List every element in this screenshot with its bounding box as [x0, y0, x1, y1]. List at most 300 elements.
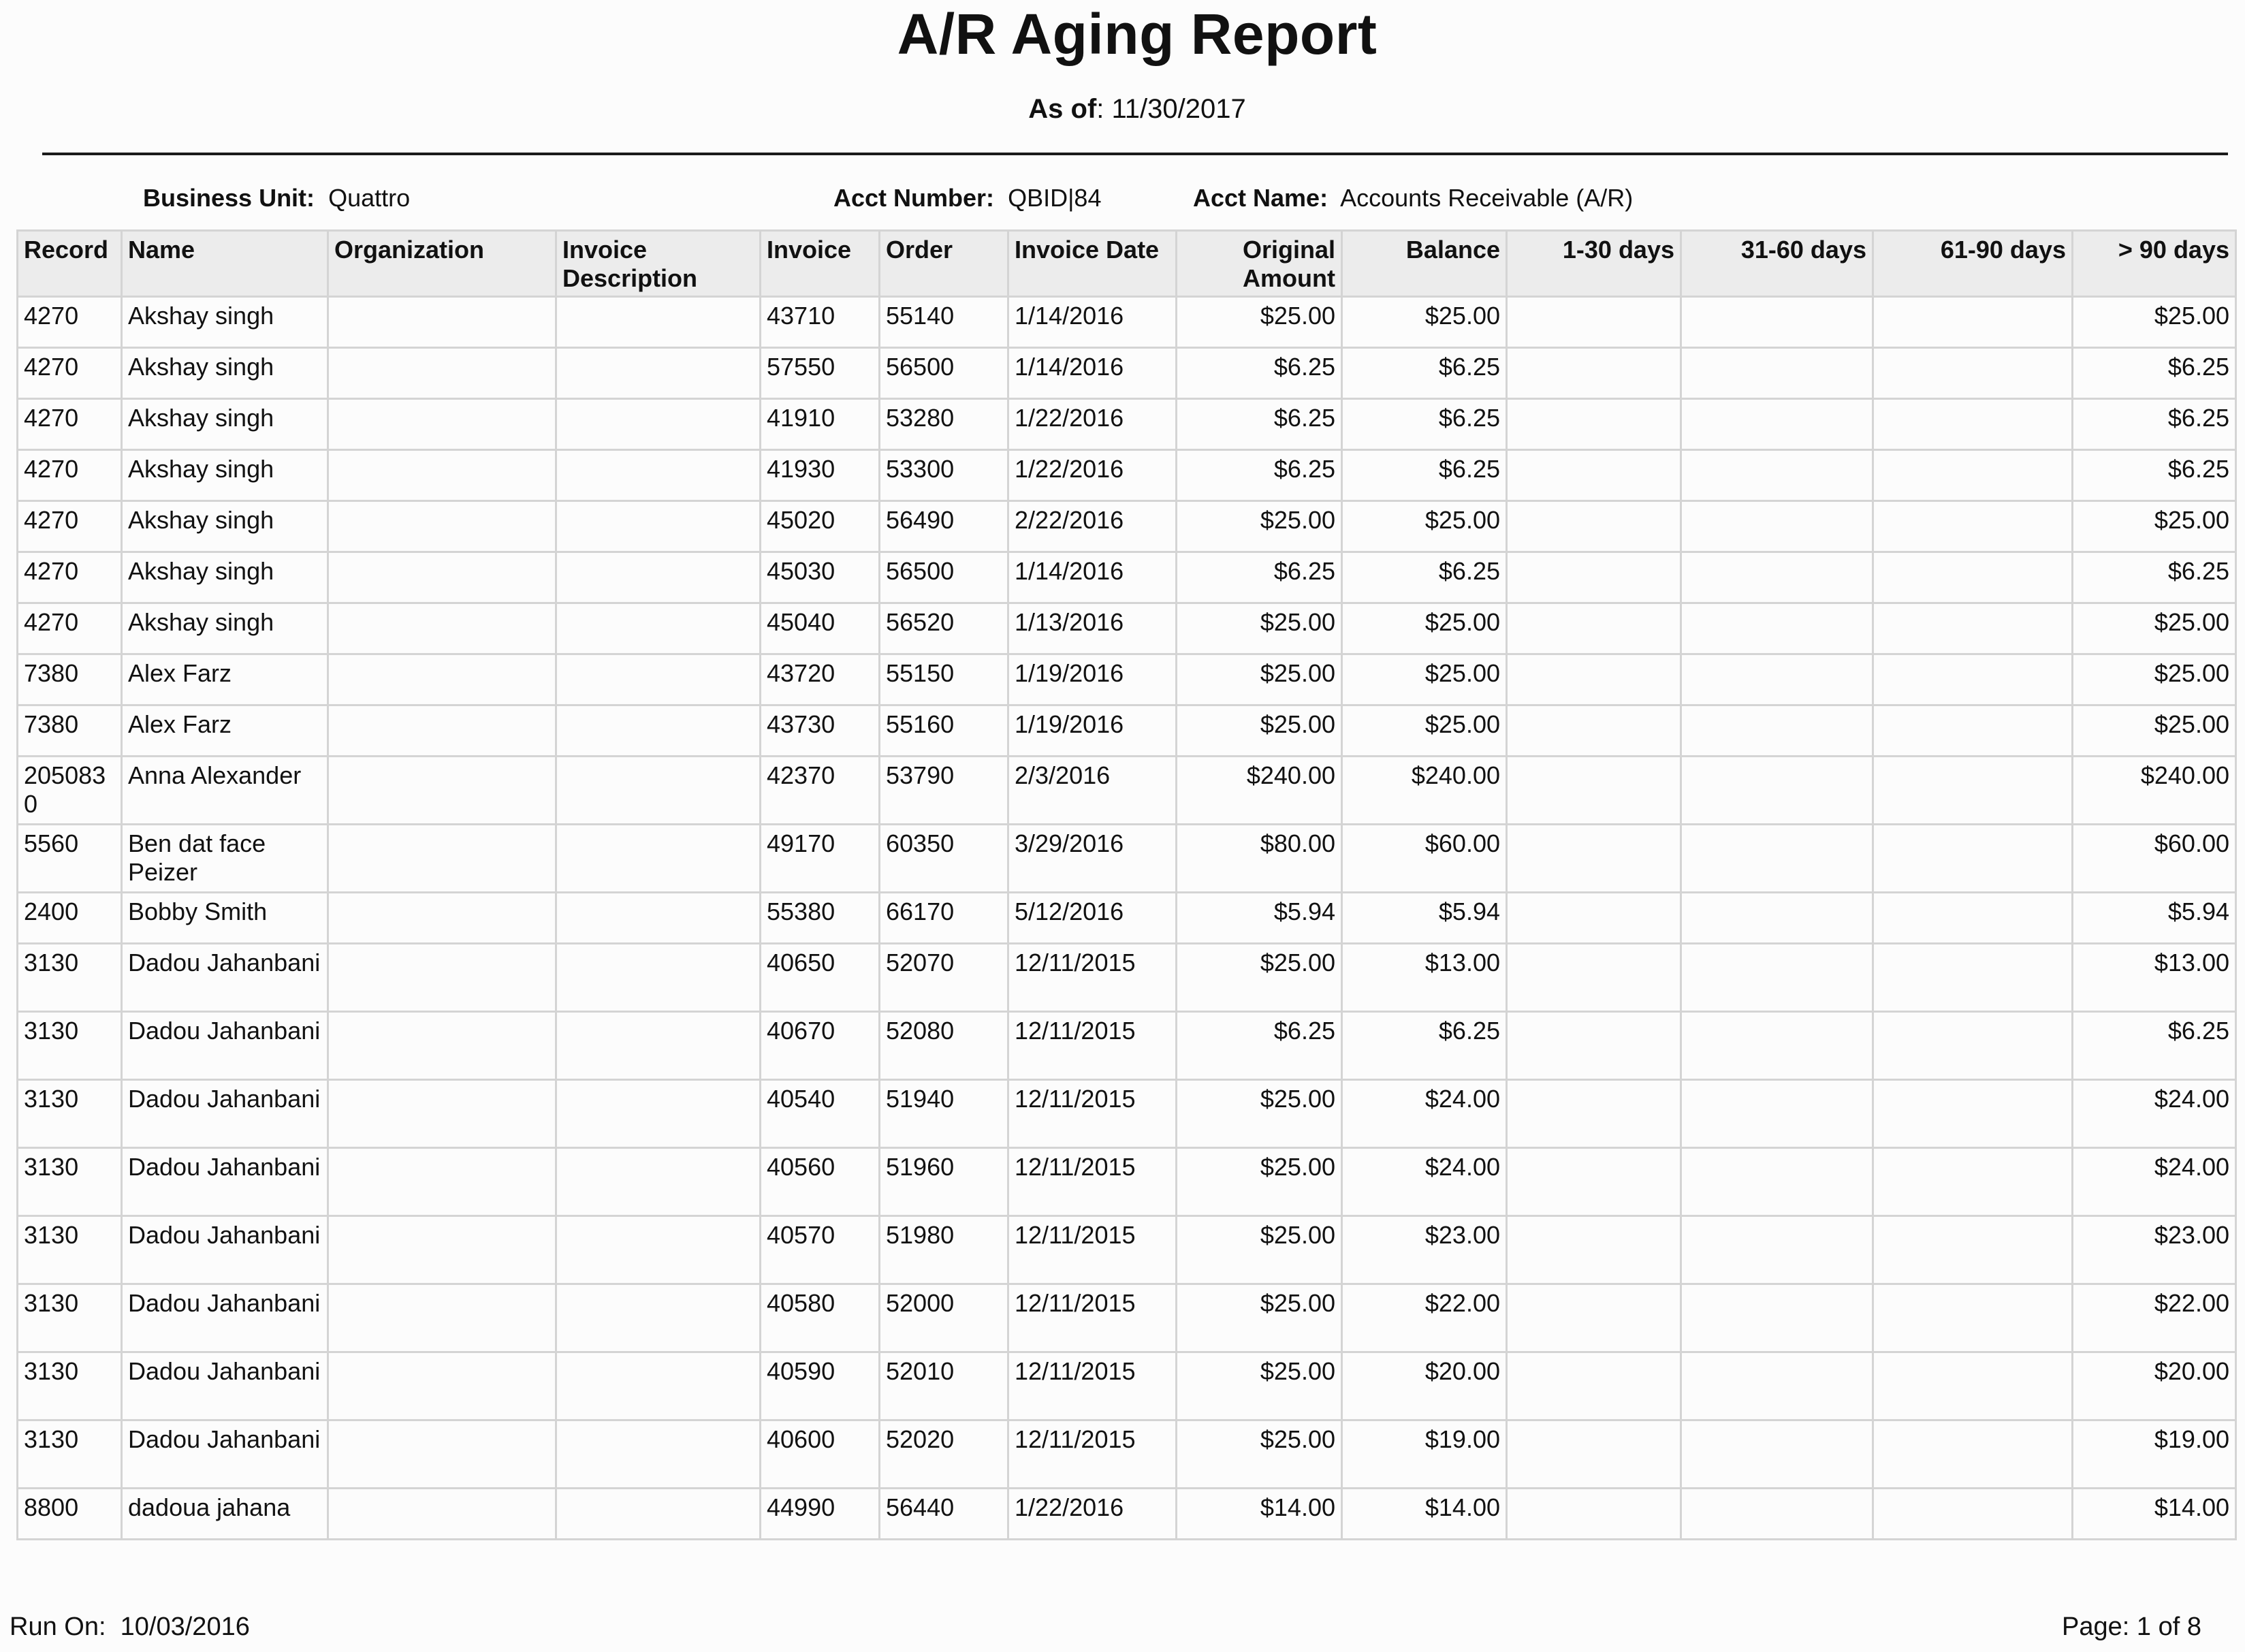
table-row [18, 348, 2236, 399]
days-31-60-cell [1681, 825, 1873, 893]
invoice-cell: 40570 [761, 1216, 880, 1284]
original-amount-cell: $6.25 [1177, 348, 1342, 399]
balance-cell: $6.25 [1342, 1012, 1507, 1080]
invoice-cell: 40580 [761, 1284, 880, 1352]
balance-cell: $6.25 [1342, 450, 1507, 501]
original-amount-cell: $25.00 [1177, 944, 1342, 1012]
days-1-30-cell [1507, 603, 1681, 654]
balance-cell: $24.00 [1342, 1080, 1507, 1148]
invoice-description-cell [556, 1148, 761, 1216]
days-31-60-cell [1681, 944, 1873, 1012]
balance-cell: $20.00 [1342, 1352, 1507, 1420]
days-31-60-cell [1681, 552, 1873, 603]
balance-cell: $14.00 [1342, 1489, 1507, 1540]
invoice-cell: 40560 [761, 1148, 880, 1216]
acct-number-label: Acct Number: [833, 184, 995, 212]
invoice-description-cell [556, 603, 761, 654]
organization-cell [328, 1352, 556, 1420]
days-over-90-cell: $22.00 [2073, 1284, 2236, 1352]
col-header-organization: Organization [328, 231, 556, 297]
name-cell: Dadou Jahanbani [122, 1284, 328, 1352]
name-cell: Alex Farz [122, 705, 328, 757]
table-row [18, 1420, 2236, 1489]
days-61-90-cell [1873, 944, 2073, 1012]
invoice-cell: 55380 [761, 893, 880, 944]
days-61-90-cell [1873, 1284, 2073, 1352]
order-cell: 52070 [880, 944, 1008, 1012]
run-on-label: Run On: [10, 1613, 106, 1641]
balance-cell: $25.00 [1342, 705, 1507, 757]
invoice-date-cell: 1/22/2016 [1008, 1489, 1177, 1540]
days-61-90-cell [1873, 399, 2073, 450]
order-cell: 52080 [880, 1012, 1008, 1080]
invoice-date-cell: 1/19/2016 [1008, 654, 1177, 705]
as-of-value: : 11/30/2017 [1096, 94, 1246, 124]
invoice-description-cell [556, 757, 761, 825]
record-cell: 4270 [18, 552, 122, 603]
days-1-30-cell [1507, 1080, 1681, 1148]
order-cell: 56440 [880, 1489, 1008, 1540]
invoice-cell: 49170 [761, 825, 880, 893]
table-row [18, 944, 2236, 1012]
days-over-90-cell: $19.00 [2073, 1420, 2236, 1489]
invoice-date-cell: 5/12/2016 [1008, 893, 1177, 944]
organization-cell [328, 348, 556, 399]
record-cell: 3130 [18, 1420, 122, 1489]
record-cell: 4270 [18, 348, 122, 399]
original-amount-cell: $25.00 [1177, 654, 1342, 705]
organization-cell [328, 944, 556, 1012]
invoice-date-cell: 12/11/2015 [1008, 1420, 1177, 1489]
order-cell: 51980 [880, 1216, 1008, 1284]
days-31-60-cell [1681, 893, 1873, 944]
name-cell: Akshay singh [122, 348, 328, 399]
days-1-30-cell [1507, 825, 1681, 893]
organization-cell [328, 654, 556, 705]
aging-table [16, 229, 2237, 1540]
original-amount-cell: $25.00 [1177, 1148, 1342, 1216]
days-1-30-cell [1507, 1489, 1681, 1540]
organization-cell [328, 603, 556, 654]
business-unit [143, 184, 410, 212]
order-cell: 56520 [880, 603, 1008, 654]
order-cell: 66170 [880, 893, 1008, 944]
invoice-date-cell: 1/19/2016 [1008, 705, 1177, 757]
days-61-90-cell [1873, 297, 2073, 348]
acct-name-value: Accounts Receivable (A/R) [1340, 184, 1634, 212]
invoice-cell: 42370 [761, 757, 880, 825]
order-cell: 56500 [880, 552, 1008, 603]
days-31-60-cell [1681, 757, 1873, 825]
col-header-order: Order [880, 231, 1008, 297]
invoice-cell: 57550 [761, 348, 880, 399]
balance-cell: $13.00 [1342, 944, 1507, 1012]
balance-cell: $25.00 [1342, 654, 1507, 705]
record-cell: 3130 [18, 1216, 122, 1284]
balance-cell: $60.00 [1342, 825, 1507, 893]
record-cell: 4270 [18, 501, 122, 552]
days-61-90-cell [1873, 501, 2073, 552]
record-cell: 3130 [18, 1080, 122, 1148]
days-61-90-cell [1873, 1080, 2073, 1148]
original-amount-cell: $25.00 [1177, 1420, 1342, 1489]
name-cell: Akshay singh [122, 501, 328, 552]
balance-cell: $25.00 [1342, 501, 1507, 552]
name-cell: Akshay singh [122, 450, 328, 501]
table-row [18, 552, 2236, 603]
organization-cell [328, 757, 556, 825]
name-cell: Ben dat face Peizer [122, 825, 328, 893]
invoice-date-cell: 12/11/2015 [1008, 944, 1177, 1012]
days-61-90-cell [1873, 450, 2073, 501]
order-cell: 55160 [880, 705, 1008, 757]
organization-cell [328, 1420, 556, 1489]
record-cell: 4270 [18, 450, 122, 501]
days-over-90-cell: $6.25 [2073, 348, 2236, 399]
days-over-90-cell: $14.00 [2073, 1489, 2236, 1540]
invoice-date-cell: 1/14/2016 [1008, 348, 1177, 399]
invoice-cell: 40540 [761, 1080, 880, 1148]
order-cell: 51940 [880, 1080, 1008, 1148]
days-31-60-cell [1681, 348, 1873, 399]
days-over-90-cell: $5.94 [2073, 893, 2236, 944]
days-1-30-cell [1507, 399, 1681, 450]
record-cell: 3130 [18, 1352, 122, 1420]
order-cell: 53300 [880, 450, 1008, 501]
days-over-90-cell: $6.25 [2073, 399, 2236, 450]
col-header-invoice-date: Invoice Date [1008, 231, 1177, 297]
table-row [18, 450, 2236, 501]
name-cell: Dadou Jahanbani [122, 1420, 328, 1489]
record-cell: 2400 [18, 893, 122, 944]
invoice-cell: 43720 [761, 654, 880, 705]
days-61-90-cell [1873, 1148, 2073, 1216]
days-over-90-cell: $240.00 [2073, 757, 2236, 825]
as-of-line [0, 94, 2245, 125]
original-amount-cell: $25.00 [1177, 1352, 1342, 1420]
order-cell: 56500 [880, 348, 1008, 399]
table-row [18, 1012, 2236, 1080]
report-title: A/R Aging Report [897, 2, 1378, 66]
col-header-record: Record [18, 231, 122, 297]
invoice-date-cell: 12/11/2015 [1008, 1148, 1177, 1216]
original-amount-cell: $25.00 [1177, 501, 1342, 552]
days-31-60-cell [1681, 501, 1873, 552]
days-over-90-cell: $25.00 [2073, 705, 2236, 757]
col-header-invoice: Invoice [761, 231, 880, 297]
order-cell: 52010 [880, 1352, 1008, 1420]
table-row [18, 654, 2236, 705]
organization-cell [328, 1148, 556, 1216]
organization-cell [328, 399, 556, 450]
days-61-90-cell [1873, 705, 2073, 757]
business-unit-label: Business Unit: [143, 184, 315, 212]
invoice-cell: 45020 [761, 501, 880, 552]
page-value: 1 of 8 [2136, 1613, 2201, 1641]
record-cell: 3130 [18, 1012, 122, 1080]
balance-cell: $5.94 [1342, 893, 1507, 944]
original-amount-cell: $25.00 [1177, 705, 1342, 757]
days-1-30-cell [1507, 705, 1681, 757]
col-header-balance: Balance [1342, 231, 1507, 297]
days-1-30-cell [1507, 654, 1681, 705]
table-row [18, 501, 2236, 552]
days-1-30-cell [1507, 1352, 1681, 1420]
invoice-description-cell [556, 348, 761, 399]
run-on [10, 1613, 250, 1642]
order-cell: 56490 [880, 501, 1008, 552]
invoice-description-cell [556, 1080, 761, 1148]
name-cell: Akshay singh [122, 603, 328, 654]
table-row [18, 825, 2236, 893]
name-cell: Akshay singh [122, 297, 328, 348]
invoice-cell: 40600 [761, 1420, 880, 1489]
invoice-description-cell [556, 1216, 761, 1284]
order-cell: 55140 [880, 297, 1008, 348]
record-cell: 3130 [18, 944, 122, 1012]
order-cell: 55150 [880, 654, 1008, 705]
name-cell: Dadou Jahanbani [122, 1148, 328, 1216]
table-row [18, 1284, 2236, 1352]
invoice-date-cell: 1/22/2016 [1008, 450, 1177, 501]
balance-cell: $6.25 [1342, 399, 1507, 450]
as-of-label: As of [1028, 94, 1097, 124]
original-amount-cell: $14.00 [1177, 1489, 1342, 1540]
days-61-90-cell [1873, 825, 2073, 893]
name-cell: Anna Alexander [122, 757, 328, 825]
invoice-description-cell [556, 1284, 761, 1352]
name-cell: Dadou Jahanbani [122, 1216, 328, 1284]
name-cell: dadoua jahana [122, 1489, 328, 1540]
invoice-description-cell [556, 501, 761, 552]
record-cell: 5560 [18, 825, 122, 893]
invoice-description-cell [556, 1489, 761, 1540]
table-row [18, 705, 2236, 757]
organization-cell [328, 450, 556, 501]
acct-name [1193, 184, 1633, 212]
invoice-description-cell [556, 552, 761, 603]
acct-name-label: Acct Name: [1193, 184, 1328, 212]
page-label: Page: [2062, 1613, 2130, 1641]
invoice-date-cell: 2/22/2016 [1008, 501, 1177, 552]
invoice-description-cell [556, 825, 761, 893]
days-1-30-cell [1507, 1148, 1681, 1216]
days-over-90-cell: $23.00 [2073, 1216, 2236, 1284]
days-61-90-cell [1873, 1216, 2073, 1284]
col-header-1-30-days: 1-30 days [1507, 231, 1681, 297]
days-1-30-cell [1507, 450, 1681, 501]
invoice-date-cell: 3/29/2016 [1008, 825, 1177, 893]
invoice-description-cell [556, 297, 761, 348]
invoice-description-cell [556, 705, 761, 757]
days-31-60-cell [1681, 654, 1873, 705]
days-over-90-cell: $6.25 [2073, 1012, 2236, 1080]
invoice-date-cell: 1/13/2016 [1008, 603, 1177, 654]
record-cell: 4270 [18, 603, 122, 654]
days-31-60-cell [1681, 1352, 1873, 1420]
invoice-description-cell [556, 893, 761, 944]
days-over-90-cell: $20.00 [2073, 1352, 2236, 1420]
record-cell: 8800 [18, 1489, 122, 1540]
days-over-90-cell: $6.25 [2073, 450, 2236, 501]
original-amount-cell: $6.25 [1177, 399, 1342, 450]
order-cell: 51960 [880, 1148, 1008, 1216]
days-over-90-cell: $25.00 [2073, 603, 2236, 654]
days-61-90-cell [1873, 348, 2073, 399]
days-31-60-cell [1681, 603, 1873, 654]
organization-cell [328, 1012, 556, 1080]
order-cell: 53280 [880, 399, 1008, 450]
organization-cell [328, 1489, 556, 1540]
header-row [18, 231, 2236, 297]
acct-number [833, 184, 1101, 212]
organization-cell [328, 501, 556, 552]
days-1-30-cell [1507, 1284, 1681, 1352]
order-cell: 52020 [880, 1420, 1008, 1489]
days-over-90-cell: $13.00 [2073, 944, 2236, 1012]
table-row [18, 399, 2236, 450]
name-cell: Alex Farz [122, 654, 328, 705]
days-61-90-cell [1873, 893, 2073, 944]
order-cell: 53790 [880, 757, 1008, 825]
name-cell: Dadou Jahanbani [122, 1352, 328, 1420]
invoice-cell: 41930 [761, 450, 880, 501]
balance-cell: $19.00 [1342, 1420, 1507, 1489]
invoice-cell: 40590 [761, 1352, 880, 1420]
invoice-cell: 44990 [761, 1489, 880, 1540]
invoice-description-cell [556, 944, 761, 1012]
organization-cell [328, 825, 556, 893]
organization-cell [328, 552, 556, 603]
invoice-cell: 41910 [761, 399, 880, 450]
days-1-30-cell [1507, 552, 1681, 603]
days-1-30-cell [1507, 1420, 1681, 1489]
table-row [18, 1489, 2236, 1540]
days-1-30-cell [1507, 348, 1681, 399]
days-61-90-cell [1873, 1489, 2073, 1540]
days-1-30-cell [1507, 944, 1681, 1012]
balance-cell: $6.25 [1342, 552, 1507, 603]
col-header-original-amount: Original Amount [1177, 231, 1342, 297]
name-cell: Dadou Jahanbani [122, 944, 328, 1012]
title-divider [42, 153, 2228, 155]
order-cell: 52000 [880, 1284, 1008, 1352]
invoice-date-cell: 12/11/2015 [1008, 1284, 1177, 1352]
invoice-description-cell [556, 654, 761, 705]
order-cell: 60350 [880, 825, 1008, 893]
invoice-description-cell [556, 1420, 761, 1489]
days-31-60-cell [1681, 1420, 1873, 1489]
days-31-60-cell [1681, 450, 1873, 501]
run-on-value: 10/03/2016 [120, 1613, 250, 1641]
table-row [18, 1352, 2236, 1420]
original-amount-cell: $25.00 [1177, 1080, 1342, 1148]
col-header-invoice-description: Invoice Description [556, 231, 761, 297]
record-cell: 3130 [18, 1148, 122, 1216]
days-over-90-cell: $6.25 [2073, 552, 2236, 603]
invoice-date-cell: 1/14/2016 [1008, 552, 1177, 603]
balance-cell: $22.00 [1342, 1284, 1507, 1352]
invoice-date-cell: 1/14/2016 [1008, 297, 1177, 348]
invoice-date-cell: 2/3/2016 [1008, 757, 1177, 825]
invoice-description-cell [556, 1352, 761, 1420]
original-amount-cell: $25.00 [1177, 297, 1342, 348]
days-61-90-cell [1873, 552, 2073, 603]
invoice-cell: 40670 [761, 1012, 880, 1080]
table-row [18, 893, 2236, 944]
balance-cell: $25.00 [1342, 297, 1507, 348]
original-amount-cell: $240.00 [1177, 757, 1342, 825]
days-31-60-cell [1681, 297, 1873, 348]
days-61-90-cell [1873, 1352, 2073, 1420]
invoice-date-cell: 12/11/2015 [1008, 1080, 1177, 1148]
days-1-30-cell [1507, 757, 1681, 825]
invoice-description-cell [556, 450, 761, 501]
name-cell: Akshay singh [122, 399, 328, 450]
name-cell: Bobby Smith [122, 893, 328, 944]
organization-cell [328, 1216, 556, 1284]
page-number [2062, 1613, 2201, 1642]
col-header-61-90-days: 61-90 days [1873, 231, 2073, 297]
days-over-90-cell: $60.00 [2073, 825, 2236, 893]
table-row [18, 757, 2236, 825]
acct-number-value: QBID|84 [1008, 184, 1102, 212]
days-31-60-cell [1681, 1012, 1873, 1080]
name-cell: Akshay singh [122, 552, 328, 603]
invoice-cell: 40650 [761, 944, 880, 1012]
record-cell: 7380 [18, 705, 122, 757]
days-31-60-cell [1681, 705, 1873, 757]
invoice-date-cell: 12/11/2015 [1008, 1012, 1177, 1080]
days-31-60-cell [1681, 1489, 1873, 1540]
balance-cell: $23.00 [1342, 1216, 1507, 1284]
balance-cell: $6.25 [1342, 348, 1507, 399]
days-61-90-cell [1873, 603, 2073, 654]
business-unit-value: Quattro [328, 184, 411, 212]
name-cell: Dadou Jahanbani [122, 1080, 328, 1148]
invoice-date-cell: 12/11/2015 [1008, 1216, 1177, 1284]
col-header-31-60-days: 31-60 days [1681, 231, 1873, 297]
invoice-date-cell: 12/11/2015 [1008, 1352, 1177, 1420]
days-31-60-cell [1681, 1284, 1873, 1352]
days-over-90-cell: $25.00 [2073, 654, 2236, 705]
original-amount-cell: $6.25 [1177, 1012, 1342, 1080]
days-1-30-cell [1507, 501, 1681, 552]
days-over-90-cell: $25.00 [2073, 297, 2236, 348]
days-31-60-cell [1681, 1080, 1873, 1148]
organization-cell [328, 1080, 556, 1148]
organization-cell [328, 705, 556, 757]
table-row [18, 297, 2236, 348]
col-header-name: Name [122, 231, 328, 297]
invoice-cell: 43730 [761, 705, 880, 757]
invoice-cell: 45040 [761, 603, 880, 654]
original-amount-cell: $6.25 [1177, 450, 1342, 501]
days-61-90-cell [1873, 1012, 2073, 1080]
days-61-90-cell [1873, 654, 2073, 705]
record-cell: 4270 [18, 297, 122, 348]
table-row [18, 603, 2236, 654]
organization-cell [328, 893, 556, 944]
record-cell: 3130 [18, 1284, 122, 1352]
original-amount-cell: $80.00 [1177, 825, 1342, 893]
days-61-90-cell [1873, 1420, 2073, 1489]
organization-cell [328, 297, 556, 348]
col-header-over-90-days: > 90 days [2073, 231, 2236, 297]
days-1-30-cell [1507, 893, 1681, 944]
record-cell: 2050830 [18, 757, 122, 825]
days-1-30-cell [1507, 297, 1681, 348]
